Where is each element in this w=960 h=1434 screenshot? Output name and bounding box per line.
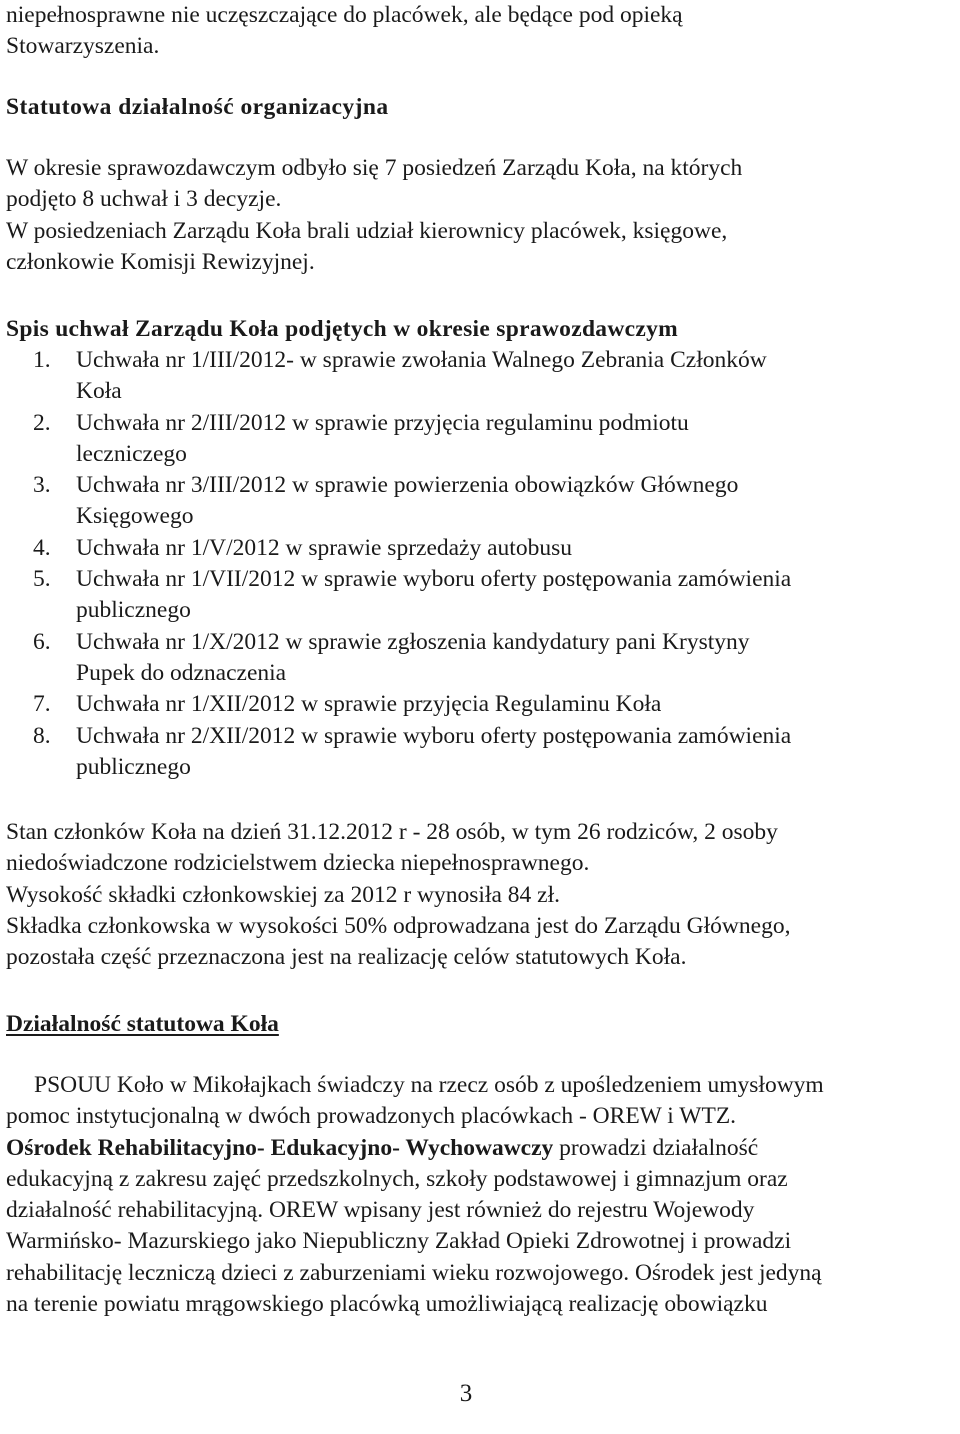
text-line: Stowarzyszenia.: [6, 33, 160, 60]
text-line: pozostała część przeznaczona jest na realizację celów statutowych Koła.: [6, 944, 687, 971]
list-text: Pupek do odznaczenia: [76, 659, 287, 686]
resolutions-heading: Spis uchwał Zarządu Koła podjętych w okresie sprawozdawczym: [6, 316, 679, 342]
text-line: Warmińsko- Mazurskiego jako Niepubliczny Zakład Opieki Zdrowotnej i prowadzi: [6, 1228, 792, 1255]
intro-paragraph: [6, 0, 954, 63]
membership-paragraph: [6, 817, 954, 973]
text-line: [6, 1133, 954, 1164]
text-line: niedoświadczone rodzicielstwem dziecka niepełnosprawnego.: [6, 850, 590, 877]
list-item: [6, 721, 954, 784]
list-item: [6, 627, 954, 690]
text-line: na terenie powiatu mrągowskiego placówką umożliwiającą realizację obowiązku: [6, 1291, 768, 1318]
list-text: publicznego: [76, 753, 191, 780]
list-number: 8.: [33, 722, 51, 749]
list-text: publicznego: [76, 597, 191, 624]
resolutions-list: [6, 345, 954, 783]
list-number: 4.: [33, 534, 51, 561]
text-line: PSOUU Koło w Mikołajkach świadczy na rzecz osób z upośledzeniem umysłowym: [34, 1072, 824, 1098]
text-line: podjęto 8 uchwał i 3 decyzje.: [6, 186, 282, 213]
center-name: Ośrodek Rehabilitacyjno- Edukacyjno- Wychowawczy: [6, 1134, 554, 1161]
text-line: rehabilitację leczniczą dzieci z zaburzeniami wieku rozwojowego. Ośrodek jest jedyną: [6, 1259, 822, 1286]
text-line: W posiedzeniach Zarządu Koła brali udział kierownicy placówek, księgowe,: [6, 217, 728, 244]
list-text: leczniczego: [76, 440, 187, 467]
statutory-paragraph: [6, 1070, 954, 1320]
text-line: W okresie sprawozdawczym odbyło się 7 posiedzeń Zarządu Koła, na których: [6, 155, 743, 181]
text-line: niepełnosprawne nie uczęszczające do placówek, ale będące pod opieką: [6, 2, 683, 28]
list-text: Uchwała nr 1/III/2012- w sprawie zwołania Walnego Zebrania Członków: [76, 347, 767, 373]
list-number: 6.: [33, 628, 51, 655]
list-number: 3.: [33, 472, 51, 499]
list-text: Uchwała nr 1/XII/2012 w sprawie przyjęcia Regulaminu Koła: [76, 691, 662, 718]
list-item: [6, 470, 954, 533]
text-span: prowadzi działalność: [553, 1134, 759, 1161]
list-number: 2.: [33, 409, 51, 436]
list-number: 5.: [33, 566, 51, 593]
list-text: Uchwała nr 2/III/2012 w sprawie przyjęcia regulaminu podmiotu: [76, 409, 689, 436]
list-number: 1.: [33, 347, 51, 373]
document-page: [6, 0, 954, 1318]
list-item: [6, 564, 954, 627]
list-text: Uchwała nr 1/V/2012 w sprawie sprzedaży autobusu: [76, 534, 572, 561]
list-text: Uchwała nr 2/XII/2012 w sprawie wyboru oferty postępowania zamówienia: [76, 722, 792, 749]
list-text: Uchwała nr 1/X/2012 w sprawie zgłoszenia kandydatury pani Krystyny: [76, 628, 750, 655]
list-text: Uchwała nr 1/VII/2012 w sprawie wyboru oferty postępowania zamówienia: [76, 566, 792, 593]
text-line: członkowie Komisji Rewizyjnej.: [6, 248, 315, 275]
list-text: Koła: [76, 378, 122, 405]
text-line: pomoc instytucjonalną w dwóch prowadzonych placówkach - OREW i WTZ.: [6, 1103, 737, 1130]
list-text: Uchwała nr 3/III/2012 w sprawie powierzenia obowiązków Głównego: [76, 472, 739, 499]
text-line: Stan członków Koła na dzień 31.12.2012 r - 28 osób, w tym 26 rodziców, 2 osoby: [6, 819, 778, 845]
text-line: Składka członkowska w wysokości 50% odprowadzana jest do Zarządu Głównego,: [6, 912, 791, 939]
list-number: 7.: [33, 691, 51, 718]
list-text: Księgowego: [76, 503, 194, 530]
section-heading-org: Statutowa działalność organizacyjna: [6, 94, 389, 120]
page-number: 3: [459, 1380, 473, 1407]
text-line: edukacyjną z zakresu zajęć przedszkolnych, szkoły podstawowej i gimnazjum oraz: [6, 1165, 788, 1192]
list-item: [6, 408, 954, 471]
list-item: [6, 345, 954, 408]
text-line: działalność rehabilitacyjną. OREW wpisany jest również do rejestru Wojewody: [6, 1197, 755, 1224]
text-line: Wysokość składki członkowskiej za 2012 r wynosiła 84 zł.: [6, 881, 560, 908]
org-paragraph: [6, 153, 742, 278]
section-heading-statutory: Działalność statutowa Koła: [6, 1011, 279, 1037]
list-item: [6, 533, 954, 564]
list-item: [6, 689, 954, 720]
